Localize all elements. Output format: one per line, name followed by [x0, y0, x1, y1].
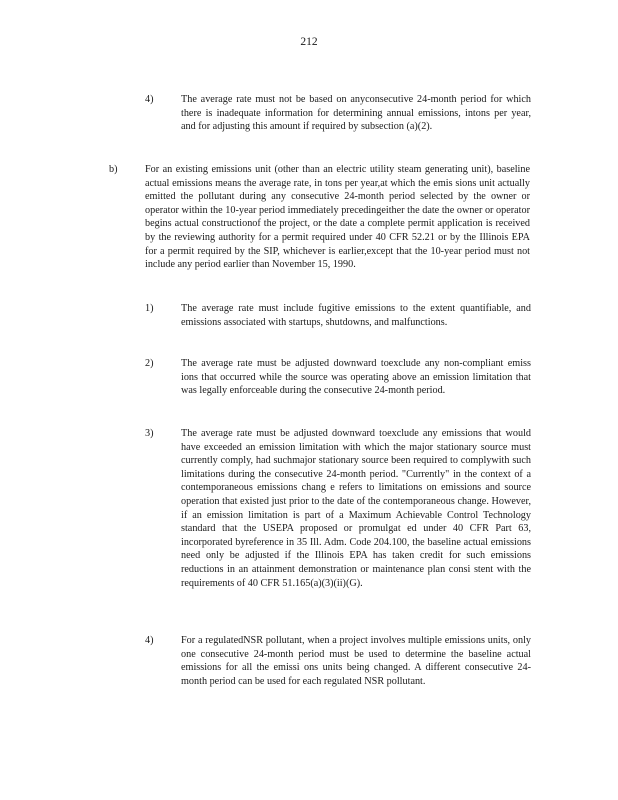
item-marker: b)	[109, 164, 118, 175]
paragraph-text: The average rate must be adjusted downward toexclude any non-compliant emiss ions that occurred while the source was operating above an emission limitation that was legally enforceable during the consecutive 24-month period.	[181, 358, 531, 397]
paragraph-text: The average rate must be adjusted downward toexclude any emissions that would have exceeded an emission limitation with which the major stationary source must currently comply, had suchmajor stationary source been required to complywith such limitations during the consecutive 24-month period. "Currently" in the context of a contemporaneous emissions chang e refers to limitations on emissions and source operation that existed just prior to the date of the contemporaneous change. However, if an emission limitation is part of a Maximum Achievable Control Technology standard that the USEPA proposed or promulgat ed under 40 CFR Part 63, incorporated byreference in 35 Ill. Adm. Code 204.100, the baseline actual emissions need only be adjusted if the Illinois EPA has taken credit for such emissions reductions in an attainment demonstration or maintenance plan consi stent with the requirements of 40 CFR 51.165(a)(3)(ii)(G).	[181, 428, 531, 589]
paragraph-b3	[181, 427, 531, 590]
paragraph-text: For an existing emissions unit (other than an electric utility steam generating unit), baseline actual emissions means the average rate, in tons per year,at which the emis sions unit actually emitted the pollutant during any consecutive 24-month period selected by the owner or operator within the 10-year period immediately precedingeither the date the owner or operator begins actual constructionof the project, or the date a complete permit application is received by the reviewing authority for a permit required under 40 CFR 52.21 or by the Illinois EPA for a permit required by the SIP, whichever is earlier,except that the 10-year period must not include any period earlier than November 15, 1990.	[145, 164, 530, 271]
item-marker: 2)	[145, 358, 154, 369]
paragraph-a4	[181, 93, 531, 134]
paragraph-b	[145, 163, 530, 272]
page-number: 212	[300, 36, 318, 48]
paragraph-b1	[181, 302, 531, 329]
paragraph-text: For a regulatedNSR pollutant, when a project involves multiple emissions units, only one consecutive 24-month period must be used to determine the baseline actual emissions for all the emissi ons units being changed. A different consecutive 24-month period can be used for each regulated NSR pollutant.	[181, 635, 531, 687]
paragraph-text: The average rate must not be based on anyconsecutive 24-month period for which there is inadequate information for determining annual emissions, intons per year, and for adjusting this amount if required by subsection (a)(2).	[181, 94, 531, 133]
item-marker: 1)	[145, 303, 154, 314]
item-marker: 4)	[145, 635, 154, 646]
paragraph-b2	[181, 357, 531, 398]
item-marker: 3)	[145, 428, 154, 439]
paragraph-text: The average rate must include fugitive emissions to the extent quantifiable, and emissions associated with startups, shutdowns, and malfunctions.	[181, 303, 531, 328]
item-marker: 4)	[145, 94, 154, 105]
paragraph-b4	[181, 634, 531, 688]
